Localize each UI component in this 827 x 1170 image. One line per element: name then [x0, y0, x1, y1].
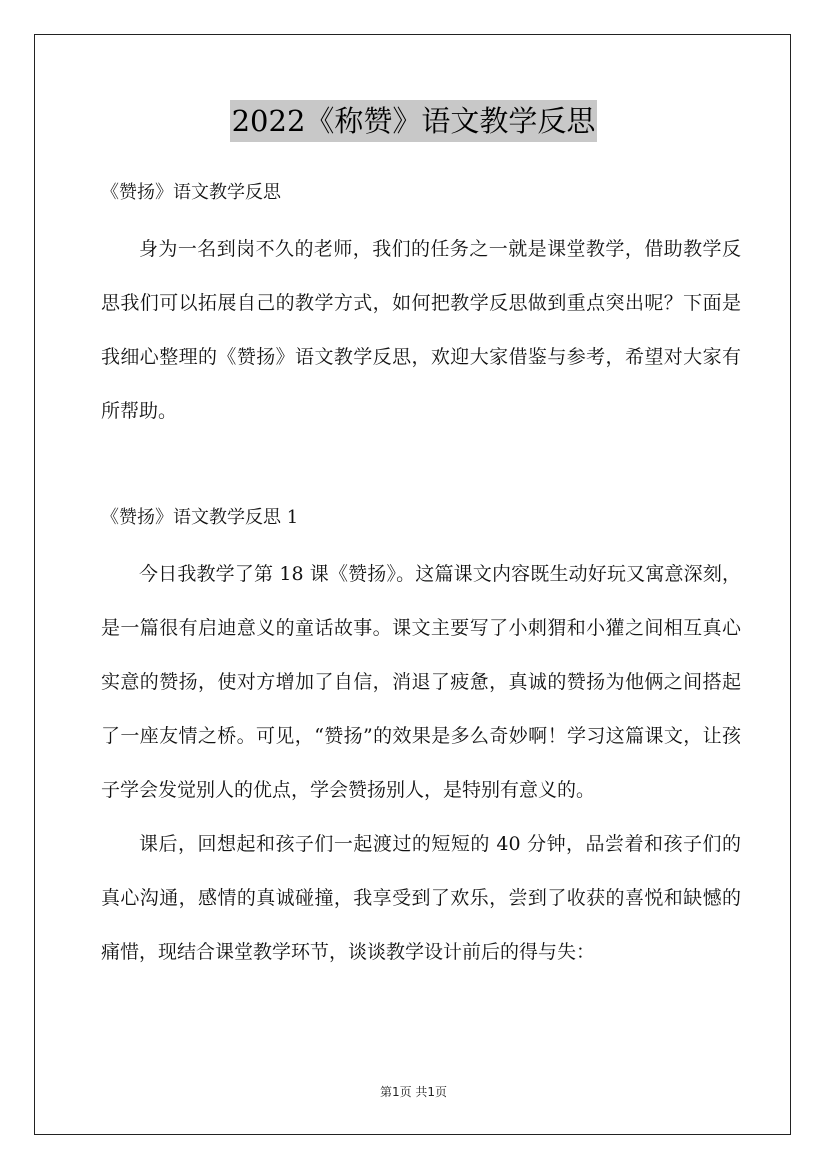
subtitle: 《赞扬》语文教学反思 — [101, 182, 281, 203]
intro-paragraph: 身为一名到岗不久的老师，我们的任务之一就是课堂教学，借助教学反思我们可以拓展自己的教学方式，如何把教学反思做到重点突出呢？下面是我细心整理的《赞扬》语文教学反思，欢迎大家借鉴与参考，希望对大家有所帮助。 — [101, 238, 741, 422]
title-container — [0, 100, 827, 142]
body-block — [101, 547, 741, 979]
page-footer: 第1页 共1页 — [379, 1085, 448, 1099]
document-title: 2022《称赞》语文教学反思 — [230, 100, 598, 142]
section-heading: 《赞扬》语文教学反思 1 — [101, 507, 299, 528]
intro-block — [101, 222, 741, 438]
body-paragraph-1: 今日我教学了第 18 课《赞扬》。这篇课文内容既生动好玩又寓意深刻，是一篇很有启迪意义的童话故事。课文主要写了小刺猬和小獾之间相互真心实意的赞扬，使对方增加了自信，消退了疲惫，真诚的赞扬为他俩之间搭起了一座友情之桥。可见，“赞扬”的效果是多么奇妙啊！学习这篇课文，让孩子学会发觉别人的优点，学会赞扬别人，是特别有意义的。 — [101, 563, 741, 801]
body-paragraph-2: 课后，回想起和孩子们一起渡过的短短的 40 分钟，品尝着和孩子们的真心沟通，感情的真诚碰撞，我享受到了欢乐，尝到了收获的喜悦和缺憾的痛惜，现结合课堂教学环节，谈谈教学设计前后的得与失： — [101, 833, 741, 963]
